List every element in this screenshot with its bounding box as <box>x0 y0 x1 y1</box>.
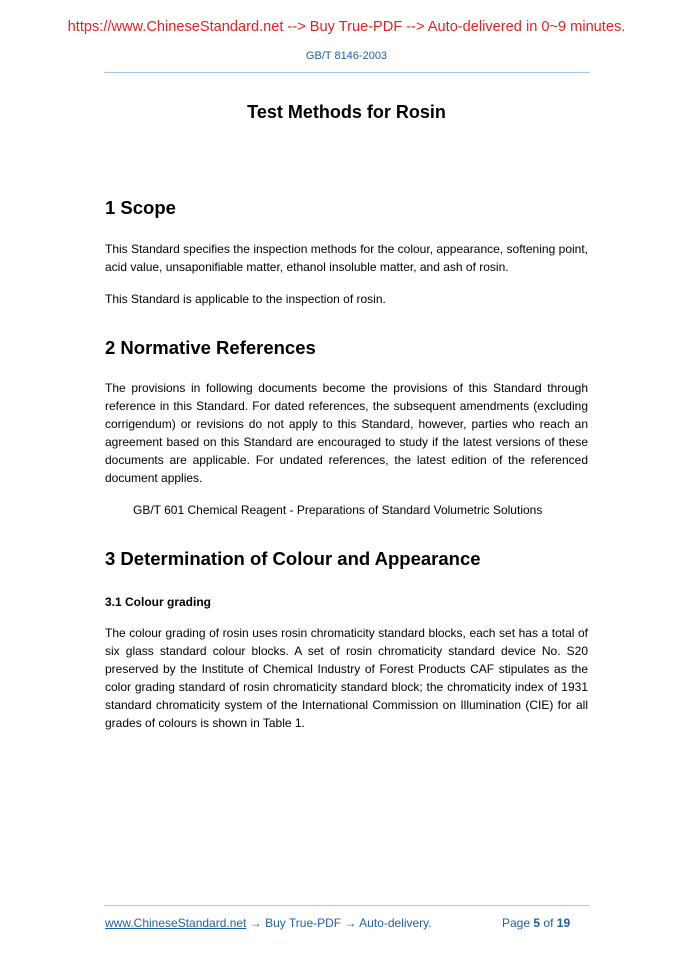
section-heading-colour-appearance: 3 Determination of Colour and Appearance <box>105 548 481 569</box>
normative-references-paragraph: The provisions in following documents become the provisions of this Standard through reference in this Standard. For dated references, the subsequent amendments (excluding corrigendum) or revisions do not apply to this Standard, however, parties who reach an agreement based on this Standard are encouraged to study if the latest versions of these documents are applicable. For undated references, the latest edition of the referenced document applies. <box>105 381 588 485</box>
page-number: 5 <box>533 916 541 930</box>
scope-paragraph-1: This Standard specifies the inspection methods for the colour, appearance, softening point, acid value, unsaponifiable matter, ethanol insoluble matter, and ash of rosin. <box>105 242 588 274</box>
promo-banner[interactable]: https://www.ChineseStandard.net --> Buy True-PDF --> Auto-delivered in 0~9 minutes. <box>67 19 626 35</box>
page-indicator <box>502 916 570 930</box>
subsection-heading-colour-grading: 3.1 Colour grading <box>105 595 212 609</box>
section-heading-normative-references: 2 Normative References <box>105 337 316 358</box>
footer-links <box>105 916 432 930</box>
arrow-right-icon: → <box>341 916 360 930</box>
colour-grading-paragraph: The colour grading of rosin uses rosin chromaticity standard blocks, each set has a total of six glass standard colour blocks. A set of rosin chromaticity standard device No. S20 preserved by the Institute of Chemical Industry of Forest Products CAF stipulates as the color grading standard of rosin chromaticity standard block; the chromaticity index of 1931 standard chromaticity system of the International Commission on Illumination (CIE) for all grades of colours is shown in Table 1. <box>105 626 588 730</box>
standard-code-header: GB/T 8146-2003 <box>305 50 388 62</box>
arrow-right-icon: → <box>246 916 266 930</box>
section-heading-scope: 1 Scope <box>105 197 176 218</box>
header-divider <box>104 72 590 73</box>
footer-divider <box>104 905 590 906</box>
document-title: Test Methods for Rosin <box>247 102 446 122</box>
page-label: Page <box>502 916 531 930</box>
total-pages: 19 <box>556 916 571 930</box>
reference-item: GB/T 601 Chemical Reagent - Preparations of Standard Volumetric Solutions <box>133 503 543 517</box>
scope-paragraph-2: This Standard is applicable to the inspection of rosin. <box>105 292 386 306</box>
footer-buy-link[interactable]: Buy True-PDF <box>265 916 342 930</box>
footer-site-link[interactable]: www.ChineseStandard.net <box>105 916 247 930</box>
of-label: of <box>543 916 554 930</box>
footer-delivery-text: Auto-delivery. <box>359 916 432 930</box>
